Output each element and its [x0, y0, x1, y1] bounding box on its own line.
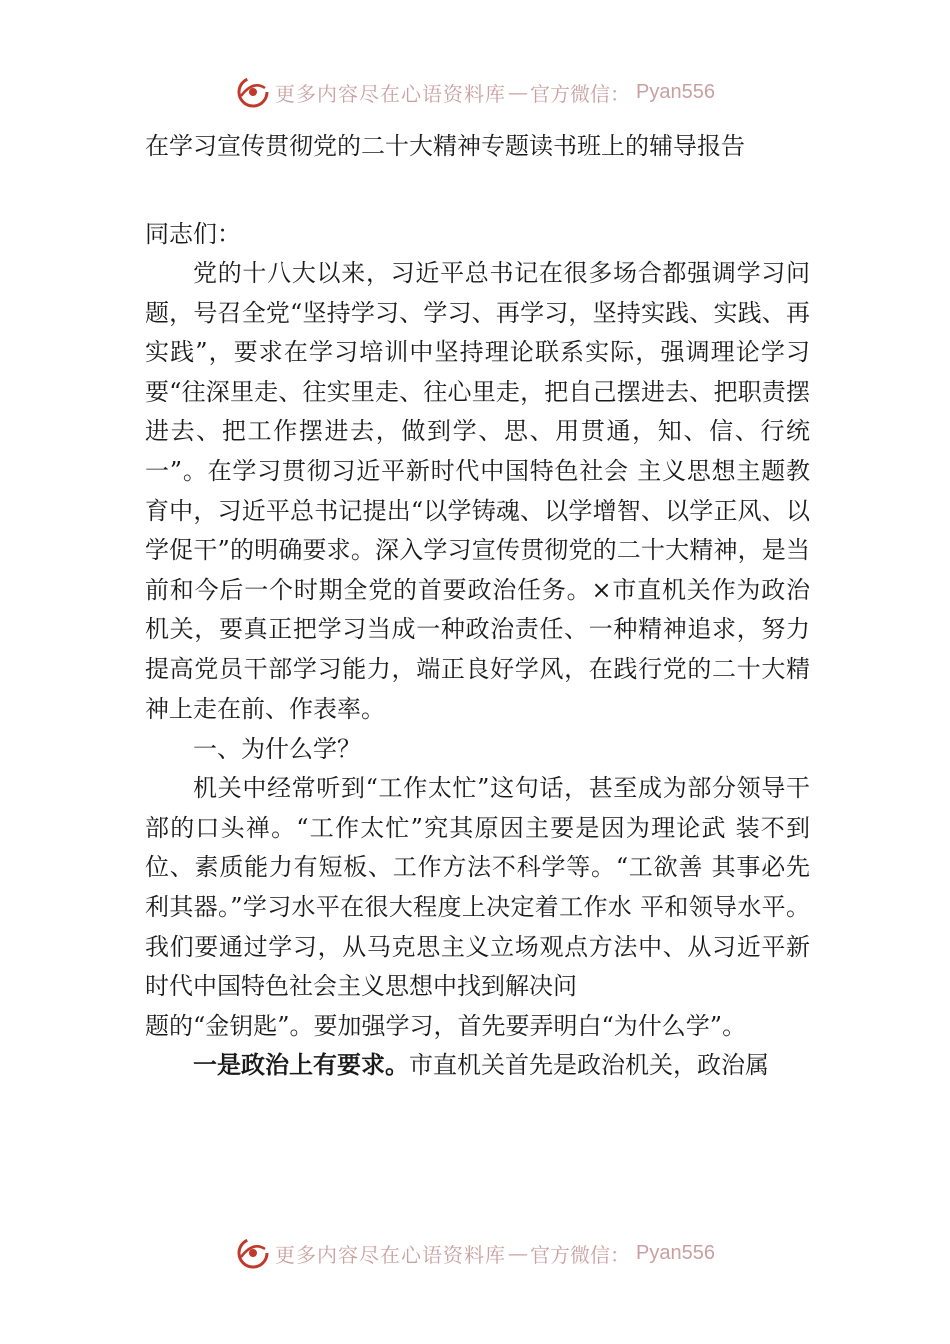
- banner-slogan: 更多内容尽在心语资料库: [275, 1242, 507, 1267]
- section-paragraph: 机关中经常听到“工作太忙”这句话，甚至成为部分领导干部的口头禅。“工作太忙”究其原因主要是因为理论武 装不到位、素质能力有短板、工作方法不科学等。“工欲善 其事必先利其器。”学习水平在很大程度上决定着工作水 平和领导水平。我们要通过学习，从马克思主义立场观点方法中、从习近平新时代中国特色社会主义思想中找到解决问: [145, 774, 810, 1001]
- intro-paragraph: 党的十八大以来，习近平总书记在很多场合都强调学习问题，号召全党“坚持学习、学习、再学习，坚持实践、实践、再实践”，要求在学习培训中坚持理论联系实际，强调理论学习要“往深里走、往实里走、往心里走，把自己摆进去、把职责摆进去、把工作摆进去，做到学、思、用贯通，知、信、行统一”。在学习贯彻习近平新时代中国特色社会 主义思想主题教育中，习近平总书记提出“以学铸魂、以学增智、以学正风、以学促干”的明确要求。深入学习宣传贯彻党的二十大精神，是当前和今后一个时期全党的首要政治任务。×市直机关作为政治机关，要真正把学习当成一种政治责任、一种精神追求，努力提高党员干部学习能力，端正良好学风，在践行党的二十大精神上走在前、作表率。: [145, 259, 810, 723]
- banner-wechat-label: 官方微信：: [530, 81, 631, 106]
- banner-wechat-label: 官方微信：: [530, 1242, 631, 1267]
- point-one-bold: 一是政治上有要求。: [193, 1051, 409, 1080]
- banner-separator: —: [508, 80, 529, 104]
- brand-logo-icon: [235, 74, 271, 110]
- banner-separator: —: [508, 1241, 529, 1265]
- brand-logo-icon: [235, 1235, 271, 1271]
- point-one-paragraph: [145, 1046, 810, 1086]
- section-paragraph-end: 题的“金钥匙”。要加强学习，首先要弄明白“为什么学”。: [145, 1011, 747, 1040]
- document-body: [145, 126, 810, 1086]
- section-heading: 一、为什么学？: [193, 735, 361, 764]
- document-title: 在学习宣传贯彻党的二十大精神专题读书班上的辅导报告: [145, 132, 745, 160]
- banner-wechat-id: Pyan556: [636, 80, 715, 103]
- banner-wechat-id: Pyan556: [636, 1241, 715, 1264]
- point-one-text: 市直机关首先是政治机关，政治属: [409, 1051, 769, 1080]
- greeting: 同志们：: [145, 220, 241, 248]
- header-banner: [0, 72, 950, 112]
- footer-banner: [0, 1233, 950, 1273]
- banner-slogan: 更多内容尽在心语资料库: [275, 81, 507, 106]
